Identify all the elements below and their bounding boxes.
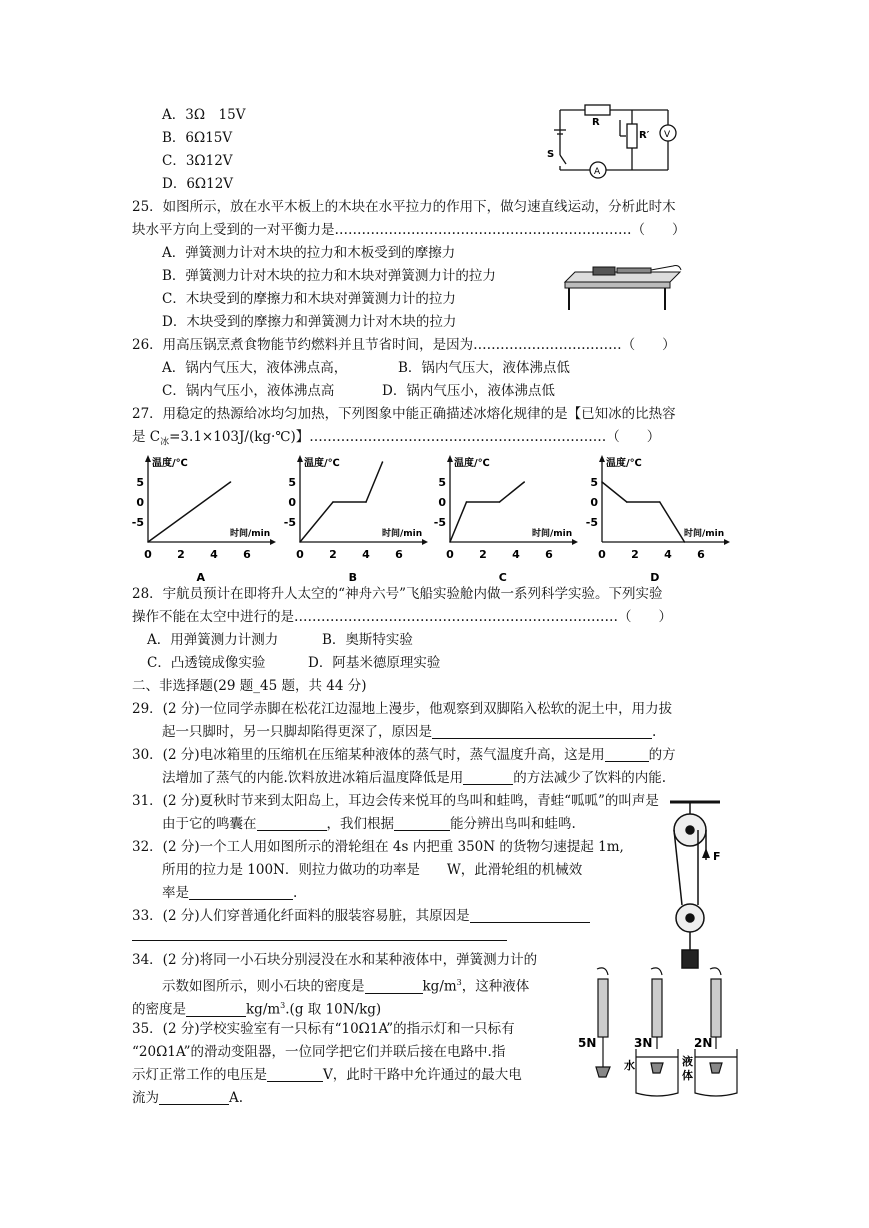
q28-line1: 28．宇航员预计在即将升人太空的“神舟六号”飞船实验舱内做一系列科学实验。下列实验: [132, 586, 663, 602]
q25-option-a: A．弹簧测力计对木块的拉力和木板受到的摩擦力: [162, 245, 456, 261]
block-on-table-image: [555, 262, 685, 312]
chart-caption: D: [650, 571, 660, 584]
pulley-f-label: F: [713, 850, 721, 863]
data-point: [382, 461, 384, 463]
q25-option-b: B．弹簧测力计对木块的拉力和木块对弹簧测力计的拉力: [162, 268, 496, 284]
y-tick-label: 5: [590, 476, 598, 489]
y-tick-label: 5: [288, 476, 296, 489]
data-point: [601, 481, 603, 483]
data-point: [466, 501, 468, 503]
q35-blank-1[interactable]: [267, 1067, 323, 1082]
circuit-v-label: V: [664, 130, 671, 140]
x-axis-label: 时间/min: [382, 529, 423, 539]
q30-blank-2[interactable]: [463, 770, 513, 785]
y-tick-label: 0: [590, 496, 598, 509]
q30-blank-1[interactable]: [605, 747, 649, 762]
x-axis-arrow: [422, 539, 428, 545]
data-point: [499, 501, 501, 503]
series-line: [450, 482, 524, 542]
x-tick-label: 4: [210, 548, 218, 561]
q35-line4: 流为 A.: [132, 1090, 244, 1106]
q26-option-d: D．锅内气压小，液体沸点低: [382, 383, 555, 399]
data-point: [449, 541, 451, 543]
chart-b: [282, 450, 430, 585]
q31-blank-2[interactable]: [394, 816, 450, 831]
q33-line1: 33．(2 分)人们穿普通化纤面料的服装容易脏，其原因是: [132, 906, 590, 926]
q28-option-c: C．凸透镜成像实验: [147, 655, 266, 671]
q30-line2: 法增加了蒸气的内能.饮料放进冰箱后温度降低是用 的方法减少了饮料的内能.: [162, 770, 667, 786]
x-tick-label: 4: [362, 548, 370, 561]
x-tick-label: 6: [243, 548, 251, 561]
spring-reading-2: 3N: [634, 1036, 653, 1050]
y-axis-arrow: [447, 455, 453, 462]
x-tick-label: 0: [446, 548, 454, 561]
q26-line1: 26．用高压锅烹煮食物能节约燃料并且节省时间，是因为……………………………（ ）: [132, 337, 676, 353]
data-point: [523, 481, 525, 483]
chart-caption: C: [498, 571, 507, 584]
q29-line1: 29．(2 分)一位同学赤脚在松花江边湿地上漫步，他观察到双脚陷入松软的泥土中，用力拔: [132, 701, 673, 717]
q34-blank-1[interactable]: [365, 979, 423, 994]
spring-reading-3: 2N: [694, 1036, 713, 1050]
q32-line1: 32．(2 分)一个工人用如图所示的滑轮组在 4s 内把重 350N 的货物匀速提起 1m,: [132, 839, 624, 855]
x-tick-label: 2: [329, 548, 337, 561]
x-tick-label: 6: [697, 548, 705, 561]
q27-line1: 27．用稳定的热源给冰均匀加热，下列图象中能正确描述冰熔化规律的是【已知冰的比热容: [132, 406, 676, 422]
q31-line2: 由于它的鸣囊在 ，我们根据 能分辨出鸟叫和蛙鸣.: [162, 816, 576, 832]
x-tick-label: 6: [395, 548, 403, 561]
pulley-diagram: [660, 800, 730, 975]
q24-option-d: D．6Ω12V: [162, 176, 234, 192]
q25-line2: 块水平方向上受到的一对平衡力是…………………………………………………………（ ）: [132, 222, 686, 238]
circuit-rp-label: R′: [639, 130, 650, 141]
data-point: [230, 481, 232, 483]
x-tick-label: 0: [144, 548, 152, 561]
q32-line2: 所用的拉力是 100N．则拉力做功的功率是 W，此滑轮组的机械效: [162, 862, 583, 878]
q28-option-d: D．阿基米德原理实验: [308, 655, 441, 671]
series-line: [300, 462, 383, 542]
q27-line2: 是 $C_冰=3.1\times 103J/(kg\cdot℃)$】…………………………………………………………（ ）: [132, 429, 661, 448]
y-tick-label: 0: [288, 496, 296, 509]
y-tick-label: -5: [585, 516, 598, 529]
x-tick-label: 2: [479, 548, 487, 561]
q25-option-d: D．木块受到的摩擦力和弹簧测力计对木块的拉力: [162, 314, 457, 330]
y-tick-label: 0: [438, 496, 446, 509]
q24-option-c: C．3Ω12V: [162, 153, 233, 169]
q32-line3: 率是 .: [162, 885, 298, 901]
liquid-label-1: 液: [682, 1055, 693, 1068]
chart-c: [432, 450, 580, 585]
x-tick-label: 4: [664, 548, 672, 561]
data-point: [147, 541, 149, 543]
data-point: [332, 501, 334, 503]
y-tick-label: -5: [433, 516, 446, 529]
q29-line2: 起一只脚时，另一只脚却陷得更深了，原因是 .: [162, 724, 657, 740]
y-tick-label: -5: [131, 516, 144, 529]
q28-line2: 操作不能在太空中进行的是………………………………………………………………（ ）: [132, 609, 672, 625]
q31-blank-1[interactable]: [257, 816, 327, 831]
q26-option-a: A．锅内气压大，液体沸点高，: [162, 360, 348, 376]
x-axis-arrow: [270, 539, 276, 545]
data-point: [659, 501, 661, 503]
q24-option-b: B．6Ω15V: [162, 130, 233, 146]
q28-option-b: B．奥斯特实验: [322, 632, 413, 648]
x-axis-arrow: [724, 539, 730, 545]
q29-answer-blank[interactable]: [432, 724, 652, 739]
y-axis-label: 温度/℃: [606, 458, 642, 469]
q33-blank-1[interactable]: [470, 908, 590, 923]
x-tick-label: 0: [296, 548, 304, 561]
x-tick-label: 4: [512, 548, 520, 561]
y-axis-arrow: [297, 455, 303, 462]
x-tick-label: 2: [631, 548, 639, 561]
y-tick-label: 5: [438, 476, 446, 489]
q35-line1: 35．(2 分)学校实验室有一只标有“10Ω1A”的指示灯和一只标有: [132, 1021, 515, 1037]
x-axis-label: 时间/min: [230, 529, 271, 539]
q35-line2: “20Ω1A”的滑动变阻器，一位同学把它们并联后接在电路中.指: [132, 1044, 506, 1060]
q32-blank[interactable]: [189, 885, 293, 900]
chart-a: [130, 450, 278, 585]
x-axis-label: 时间/min: [532, 529, 573, 539]
x-tick-label: 0: [598, 548, 606, 561]
q28-option-a: A．用弹簧测力计测力: [147, 632, 279, 648]
spring-reading-1: 5N: [578, 1036, 597, 1050]
y-tick-label: -5: [283, 516, 296, 529]
q31-line1: 31．(2 分)夏秋时节来到太阳岛上，耳边会传来悦耳的鸟叫和蛙鸣，青蛙“呱呱”的叫声是: [132, 793, 659, 809]
q30-line1: 30．(2 分)电冰箱里的压缩机在压缩某种液体的蒸气时，蒸气温度升高，这是用 的方: [132, 747, 676, 763]
data-point: [684, 541, 686, 543]
y-tick-label: 0: [136, 496, 144, 509]
chart-caption: B: [348, 571, 357, 584]
y-axis-label: 温度/℃: [152, 458, 188, 469]
q34-line1: 34．(2 分)将同一小石块分别浸没在水和某种液体中，弹簧测力计的: [132, 952, 538, 968]
q35-blank-2[interactable]: [159, 1090, 229, 1105]
q24-option-a: A．3Ω 15V: [162, 107, 246, 123]
y-axis-arrow: [599, 455, 605, 462]
data-point: [626, 501, 628, 503]
q34-line2: 示数如图所示，则小石块的密度是 $kg/m^3$，这种液体: [162, 978, 530, 995]
circuit-s-label: S: [547, 149, 555, 160]
chart-caption: A: [196, 571, 206, 584]
q25-option-c: C．木块受到的摩擦力和木块对弹簧测力计的拉力: [162, 291, 456, 307]
circuit-r-label: R: [592, 117, 600, 128]
q25-line1: 25．如图所示，放在水平木板上的木块在水平拉力的作用下，做匀速直线运动，分析此时木: [132, 199, 676, 215]
x-tick-label: 2: [177, 548, 185, 561]
q26-option-c: C．锅内气压小，液体沸点高: [162, 383, 335, 399]
water-label: 水: [624, 1059, 635, 1072]
circuit-diagram: [540, 100, 690, 185]
x-axis-label: 时间/min: [684, 529, 725, 539]
q26-option-b: B．锅内气压大，液体沸点低: [398, 360, 570, 376]
y-axis-arrow: [145, 455, 151, 462]
data-point: [299, 541, 301, 543]
q35-line3: 示灯正常工作的电压是 V，此时干路中允许通过的最大电: [132, 1067, 522, 1083]
x-axis-arrow: [572, 539, 578, 545]
liquid-label-2: 体: [682, 1069, 693, 1082]
y-axis-label: 温度/℃: [304, 458, 340, 469]
chart-d: [584, 450, 732, 585]
q34-blank-2[interactable]: [186, 1002, 246, 1017]
q33-blank-2[interactable]: [132, 940, 507, 941]
circuit-a-label: A: [594, 167, 601, 177]
q34-line3: 的密度是 $kg/m^3.(g$ 取 10N/kg): [132, 1001, 382, 1018]
y-axis-label: 温度/℃: [454, 458, 490, 469]
x-tick-label: 6: [545, 548, 553, 561]
section-2-heading: 二、非选择题(29 题_45 题，共 44 分): [132, 678, 367, 694]
series-line: [602, 482, 685, 542]
y-tick-label: 5: [136, 476, 144, 489]
series-line: [148, 482, 231, 542]
spring-scales-image: [572, 965, 742, 1100]
data-point: [365, 501, 367, 503]
